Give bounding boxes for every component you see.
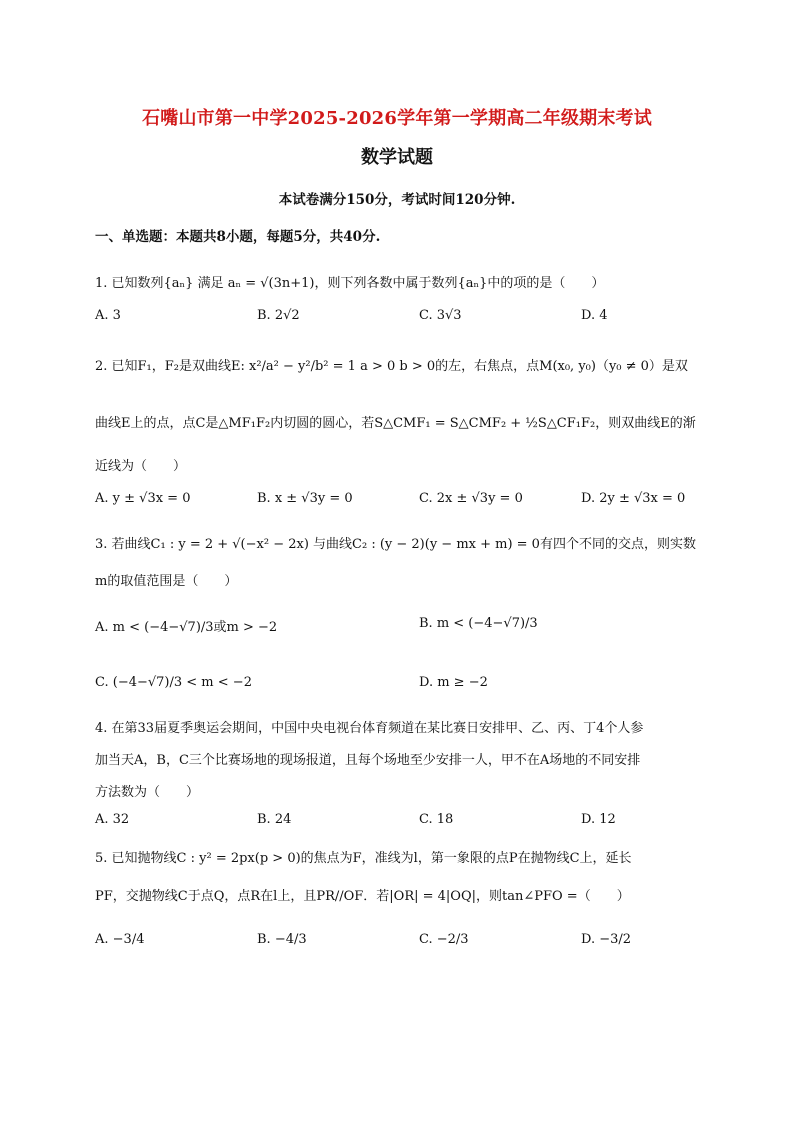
question-1-stem: 1. 已知数列{aₙ} 满足 aₙ = √(3n+1)，则下列各数中属于数列{aₙ}中的项的是（ ） [95, 276, 605, 291]
q4-option-b: B. 24 [257, 812, 292, 827]
q5-option-a: A. −3/4 [95, 932, 145, 947]
q4-option-c: C. 18 [419, 812, 454, 827]
exam-info: 本试卷满分150分，考试时间120分钟. [278, 192, 516, 208]
q2-option-a: A. y ± √3x = 0 [95, 491, 191, 506]
q2-option-d: D. 2y ± √3x = 0 [581, 491, 686, 506]
question-5-line-1: 5. 已知抛物线C : y² = 2px(p > 0)的焦点为F，准线为l，第一象限的点P在抛物线C上，延长 [95, 851, 632, 866]
question-2-line-2: 曲线E上的点，点C是△MF₁F₂内切圆的圆心，若S△CMF₁ = S△CMF₂ + ½S△CF₁F₂，则双曲线E的渐 [95, 416, 696, 431]
q3-option-c: C. (−4−√7)/3 < m < −2 [95, 675, 252, 690]
exam-subject: 数学试题 [361, 147, 433, 168]
q5-option-d: D. −3/2 [581, 932, 632, 947]
question-2-line-3: 近线为（ ） [95, 459, 187, 474]
q1-option-a: A. 3 [95, 308, 121, 323]
q5-option-c: C. −2/3 [419, 932, 469, 947]
exam-title: 石嘴山市第一中学2025-2026学年第一学期高二年级期末考试 [142, 108, 652, 129]
q3-option-a: A. m < (−4−√7)/3或m > −2 [95, 620, 278, 635]
q1-option-b: B. 2√2 [257, 308, 300, 323]
q2-option-b: B. x ± √3y = 0 [257, 491, 353, 506]
question-3-line-1: 3. 若曲线C₁ : y = 2 + √(−x² − 2x) 与曲线C₂ : (y − 2)(y − mx + m) = 0有四个不同的交点，则实数 [95, 537, 696, 552]
q1-option-c: C. 3√3 [419, 308, 462, 323]
question-2-line-1: 2. 已知F₁，F₂是双曲线E: x²/a² − y²/b² = 1 a > 0 b > 0的左，右焦点，点M(x₀, y₀)（y₀ ≠ 0）是双 [95, 359, 688, 374]
q5-option-b: B. −4/3 [257, 932, 307, 947]
section-heading: 一、单选题：本题共8小题，每题5分，共40分. [95, 229, 381, 245]
q4-option-d: D. 12 [581, 812, 616, 827]
question-3-line-2: m的取值范围是（ ） [95, 574, 238, 589]
q2-option-c: C. 2x ± √3y = 0 [419, 491, 523, 506]
question-5-line-2: PF，交抛物线C于点Q，点R在l上，且PR//OF．若|OR| = 4|OQ|，则tan∠PFO =（ ） [95, 889, 630, 904]
question-4-line-3: 方法数为（ ） [95, 785, 200, 800]
q1-option-d: D. 4 [581, 308, 608, 323]
q4-option-a: A. 32 [95, 812, 130, 827]
question-4-line-2: 加当天A，B，C三个比赛场地的现场报道，且每个场地至少安排一人，甲不在A场地的不同安排 [95, 753, 641, 768]
q3-option-b: B. m < (−4−√7)/3 [419, 616, 538, 631]
q3-option-d: D. m ≥ −2 [419, 675, 488, 690]
question-4-line-1: 4. 在第33届夏季奥运会期间，中国中央电视台体育频道在某比赛日安排甲、乙、丙、丁4个人参 [95, 721, 644, 736]
